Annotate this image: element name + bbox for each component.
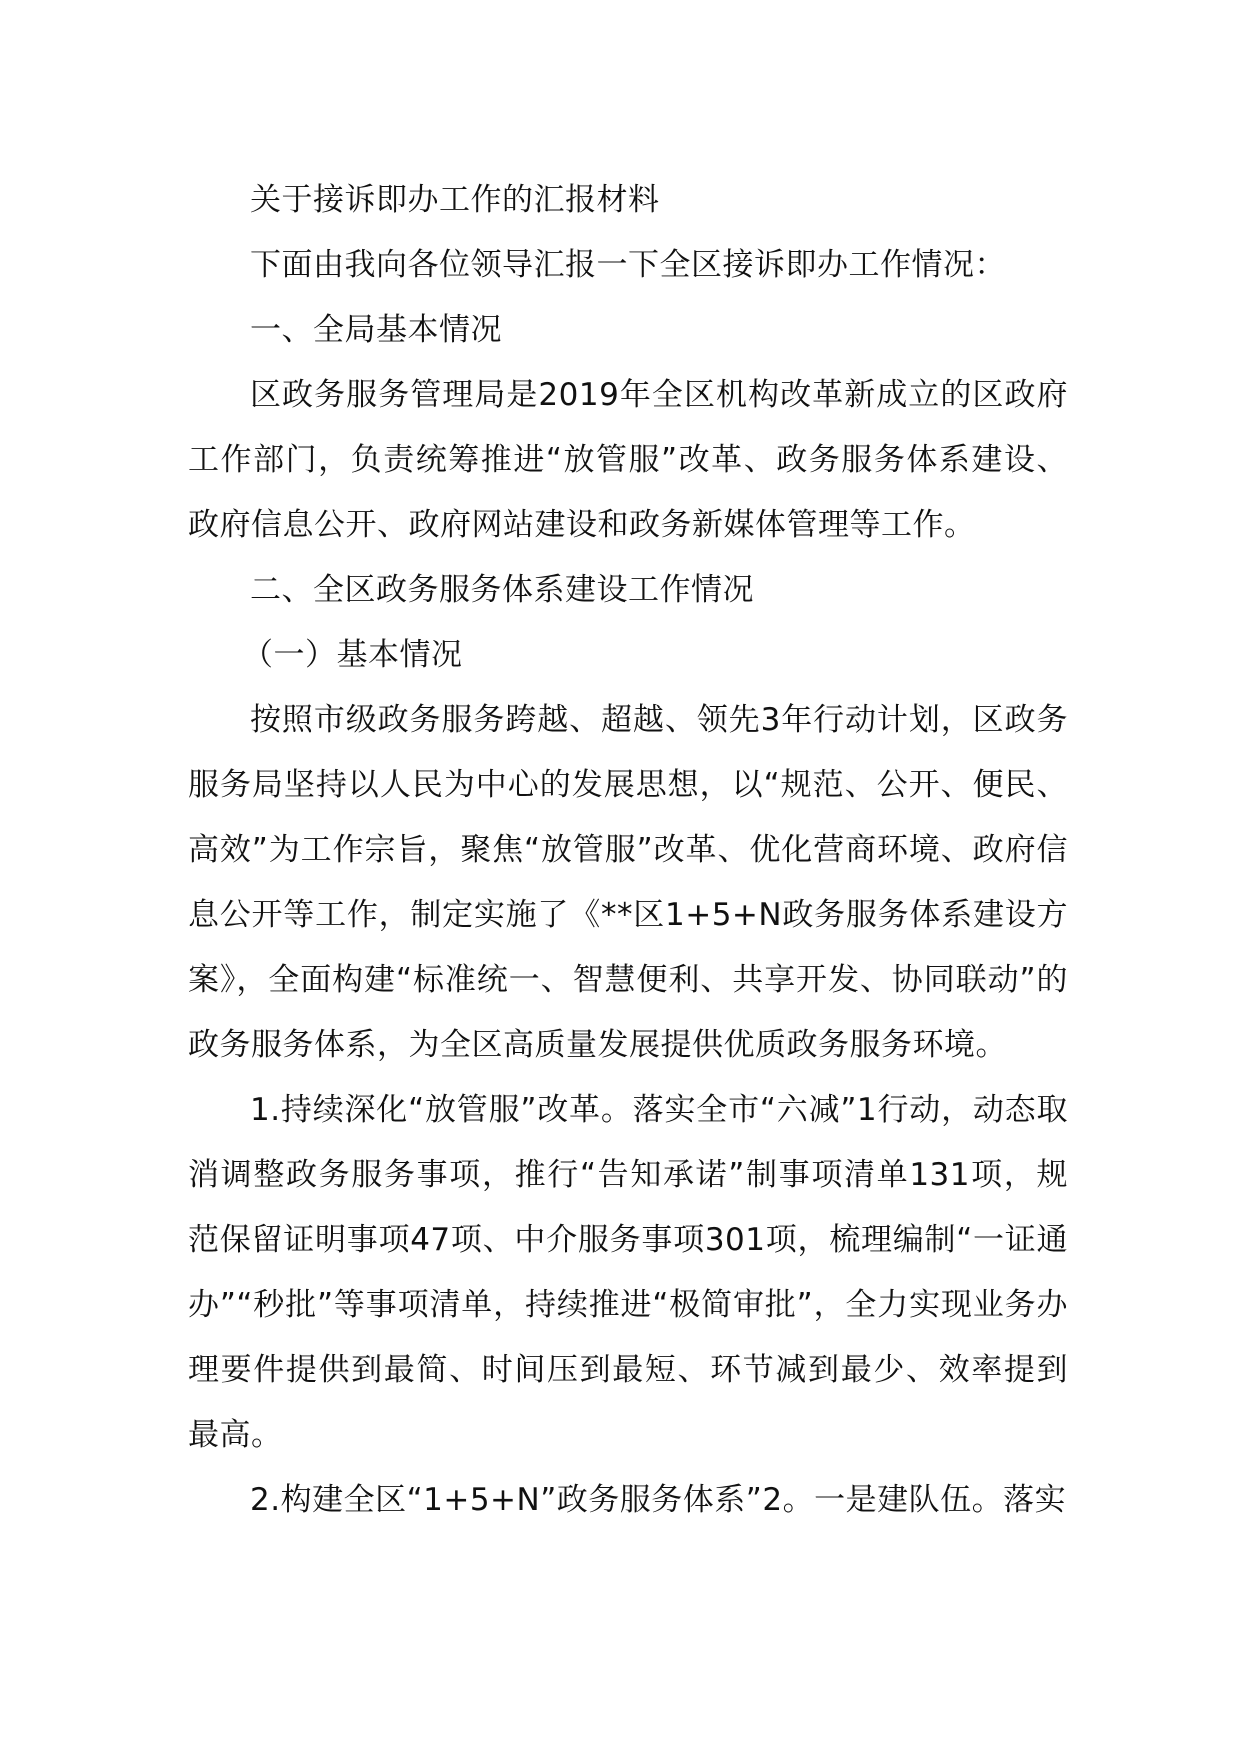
section-1-paragraph: 区政务服务管理局是2019年全区机构改革新成立的区政府工作部门，负责统筹推进“放管服”改革、政务服务体系建设、政府信息公开、政府网站建设和政务新媒体管理等工作。 bbox=[188, 377, 1068, 543]
section-heading-1: 一、全局基本情况 bbox=[250, 312, 502, 348]
document-title: 关于接诉即办工作的汇报材料 bbox=[250, 182, 660, 218]
section-2-paragraph: 按照市级政务服务跨越、超越、领先3年行动计划，区政务服务局坚持以人民为中心的发展思想，以“规范、公开、便民、高效”为工作宗旨，聚焦“放管服”改革、优化营商环境、政府信息公开等工作，制定实施了《**区1+5+N政务服务体系建设方案》，全面构建“标准统一、智慧便利、共享开发、协同联动”的政务服务体系，为全区高质量发展提供优质政务服务环境。 bbox=[188, 702, 1068, 1063]
list-item-2: 2.构建全区“1+5+N”政务服务体系”2。一是建队伍。落实 bbox=[250, 1482, 1067, 1518]
intro-paragraph: 下面由我向各位领导汇报一下全区接诉即办工作情况： bbox=[250, 247, 1006, 283]
document-body bbox=[188, 168, 1068, 1533]
section-heading-2: 二、全区政务服务体系建设工作情况 bbox=[250, 572, 754, 608]
subsection-heading-1: （一）基本情况 bbox=[242, 637, 463, 673]
list-item-1: 1.持续深化“放管服”改革。落实全市“六减”1行动，动态取消调整政务服务事项，推行“告知承诺”制事项清单131项，规范保留证明事项47项、中介服务事项301项，梳理编制“一证通办”“秒批”等事项清单，持续推进“极简审批”，全力实现业务办理要件提供到最简、时间压到最短、环节减到最少、效率提到最高。 bbox=[188, 1092, 1068, 1453]
